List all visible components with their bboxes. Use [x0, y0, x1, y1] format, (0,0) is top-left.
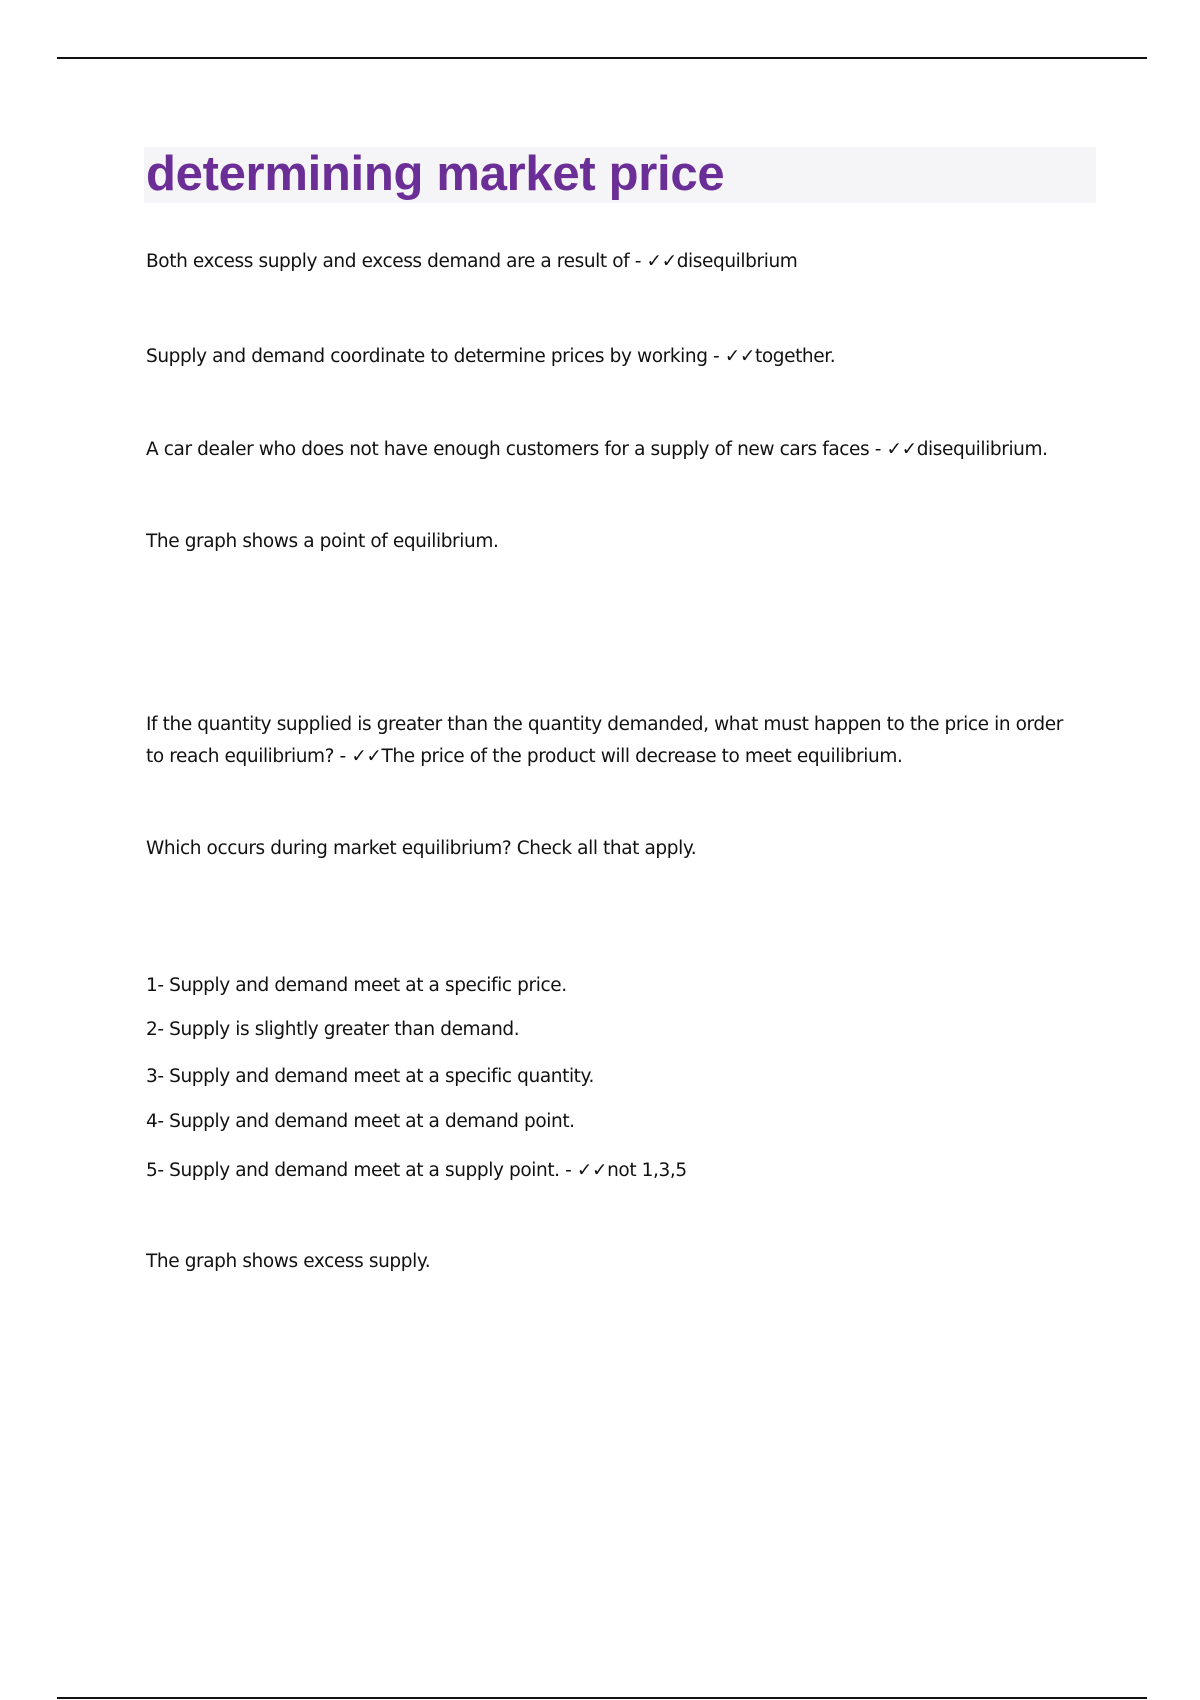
option-4: 4- Supply and demand meet at a demand point. — [146, 1111, 575, 1132]
answer-text: together. — [754, 346, 836, 367]
question-text: to reach equilibrium? - — [146, 746, 352, 767]
answer-text: The price of the product will decrease to meet equilibrium. — [381, 746, 903, 767]
qa-item — [146, 745, 902, 769]
check-icon: ✓✓ — [886, 439, 917, 460]
question-text: Both excess supply and excess demand are a result of - — [146, 251, 647, 272]
check-icon: ✓✓ — [724, 346, 755, 367]
option-text: 5- Supply and demand meet at a supply point. - — [146, 1160, 577, 1181]
qa-item — [146, 345, 835, 369]
statement-text: The graph shows excess supply. — [146, 1251, 431, 1272]
option-1: 1- Supply and demand meet at a specific price. — [146, 975, 567, 996]
bottom-rule — [57, 1697, 1147, 1699]
qa-item — [146, 438, 1048, 462]
question-text: Supply and demand coordinate to determine prices by working - — [146, 346, 725, 367]
question-text: Which occurs during market equilibrium? Check all that apply. — [146, 838, 697, 859]
check-icon: ✓✓ — [646, 251, 677, 272]
check-icon: ✓✓ — [351, 746, 382, 767]
qa-item — [146, 250, 797, 274]
option-3: 3- Supply and demand meet at a specific quantity. — [146, 1066, 594, 1087]
option-2: 2- Supply is slightly greater than demand. — [146, 1019, 520, 1040]
top-rule — [57, 57, 1147, 59]
answer-text: not 1,3,5 — [607, 1160, 687, 1181]
statement-text: The graph shows a point of equilibrium. — [146, 531, 499, 552]
answer-text: disequilbrium — [676, 251, 798, 272]
answer-text: disequilibrium. — [916, 439, 1048, 460]
page-title: determining market price — [146, 147, 725, 201]
question-text: If the quantity supplied is greater than the quantity demanded, what must happen to the price in order — [146, 714, 1063, 735]
check-icon: ✓✓ — [576, 1160, 608, 1181]
option-5 — [146, 1159, 687, 1183]
question-text: A car dealer who does not have enough customers for a supply of new cars faces - — [146, 439, 887, 460]
